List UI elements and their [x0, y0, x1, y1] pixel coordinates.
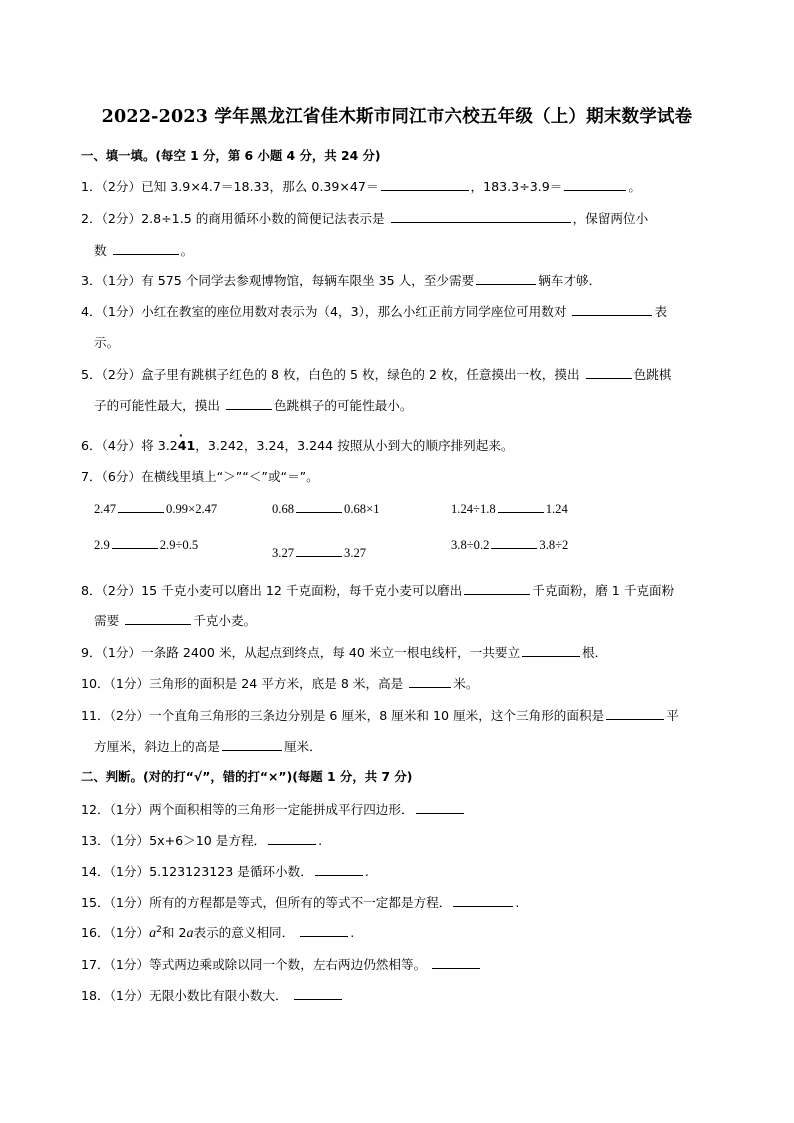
answer-blank[interactable]	[300, 924, 348, 937]
answer-blank[interactable]	[409, 675, 451, 688]
answer-blank[interactable]	[498, 500, 544, 513]
answer-blank[interactable]	[391, 210, 571, 223]
question-7: 7．（6分）在横线里填上“＞”“＜”或“＝”。	[81, 469, 319, 484]
answer-blank[interactable]	[416, 801, 464, 814]
answer-blank[interactable]	[294, 987, 342, 1000]
repeating-digits: · 41	[178, 438, 196, 453]
answer-blank[interactable]	[125, 612, 191, 625]
question-11: 11．（2分）一个直角三角形的三条边分别是 6 厘米，8 厘米和 10 厘米，这个三角形的面积是 平	[81, 708, 679, 723]
answer-blank[interactable]	[522, 644, 580, 657]
compare-item: 0.68 0.68×1	[272, 502, 380, 516]
answer-blank[interactable]	[112, 536, 158, 549]
compare-item: 2.47 0.99×2.47	[94, 502, 218, 516]
answer-blank[interactable]	[222, 738, 282, 751]
question-10: 10．（1分）三角形的面积是 24 平方米，底是 8 米，高是 米。	[81, 676, 479, 691]
answer-blank[interactable]	[572, 303, 652, 316]
question-1: 1．（2分）已知 3.9×4.7＝18.33，那么 0.39×47＝ ，183.3÷3.9＝ 。	[81, 179, 641, 194]
answer-blank[interactable]	[226, 397, 272, 410]
compare-item: 2.9 2.9÷0.5	[94, 538, 199, 552]
question-13: 13．（1分）5x+6＞10 是方程． .	[81, 833, 323, 848]
answer-blank[interactable]	[564, 178, 626, 191]
question-2-cont: 数 。	[94, 243, 194, 258]
question-5: 5．（2分）盒子里有跳棋子红色的 8 枚，白色的 5 枚，绿色的 2 枚，任意摸出一枚，摸出 色跳棋	[81, 367, 672, 382]
answer-blank[interactable]	[113, 242, 179, 255]
answer-blank[interactable]	[296, 500, 342, 513]
page-title: 2022-2023 学年黑龙江省佳木斯市同江市六校五年级（上）期末数学试卷	[101, 107, 693, 127]
question-9: 9．（1分）一条路 2400 米，从起点到终点，每 40 米立一根电线杆，一共要立 根．	[81, 645, 608, 660]
question-16: 16．（1分）$a^2$和 2a表示的意义相同． .	[81, 924, 355, 941]
question-6: 6．（4分）将 3.2· 41，3.242，3.24，3.244 按照从小到大的顺序排列起来。	[81, 435, 514, 454]
answer-blank[interactable]	[315, 863, 363, 876]
section-heading-fill-in: 一、填一填。(每空 1 分，第 6 小题 4 分，共 24 分)	[81, 148, 381, 163]
answer-blank[interactable]	[453, 894, 513, 907]
question-15: 15．（1分）所有的方程都是等式，但所有的等式不一定都是方程． .	[81, 895, 520, 910]
question-14: 14．（1分）5.123123123 是循环小数． .	[81, 864, 369, 879]
question-12: 12．（1分）两个面积相等的三角形一定能拼成平行四边形．	[81, 799, 466, 818]
question-8-cont: 需要 千克小麦。	[94, 613, 257, 628]
question-3: 3．（1分）有 575 个同学去参观博物馆，每辆车限坐 35 人，至少需要 辆车才够．	[81, 273, 602, 288]
answer-blank[interactable]	[296, 544, 342, 557]
compare-item: 1.24÷1.8 1.24	[451, 502, 568, 516]
answer-blank[interactable]	[118, 500, 164, 513]
answer-blank[interactable]	[381, 178, 469, 191]
answer-blank[interactable]	[491, 536, 537, 549]
question-2: 2．（2分）2.8÷1.5 的商用循环小数的简便记法表示是 ，保留两位小	[81, 211, 649, 226]
question-11-cont: 方厘米，斜边上的高是 厘米．	[94, 739, 322, 754]
question-5-cont: 子的可能性最大，摸出 色跳棋子的可能性最小。	[94, 398, 413, 413]
section-heading-true-false: 二、判断。(对的打“√”，错的打“×”)(每题 1 分，共 7 分)	[81, 769, 413, 784]
question-8: 8．（2分）15 千克小麦可以磨出 12 千克面粉，每千克小麦可以磨出 千克面粉，磨 1 千克面粉	[81, 583, 675, 598]
compare-item: 3.8÷0.2 3.8÷2	[451, 538, 569, 552]
answer-blank[interactable]	[464, 582, 530, 595]
question-4-cont: 示。	[94, 335, 120, 350]
answer-blank[interactable]	[432, 956, 480, 969]
answer-blank[interactable]	[606, 707, 664, 720]
compare-item: 3.27 3.27	[272, 546, 367, 560]
question-4: 4．（1分）小红在教室的座位用数对表示为（4，3），那么小红正前方同学座位可用数对 表	[81, 304, 668, 319]
question-17: 17．（1分）等式两边乘或除以同一个数，左右两边仍然相等。	[81, 954, 482, 973]
question-18: 18．（1分）无限小数比有限小数大．	[81, 985, 344, 1004]
answer-blank[interactable]	[586, 366, 632, 379]
answer-blank[interactable]	[268, 832, 316, 845]
answer-blank[interactable]	[476, 272, 536, 285]
